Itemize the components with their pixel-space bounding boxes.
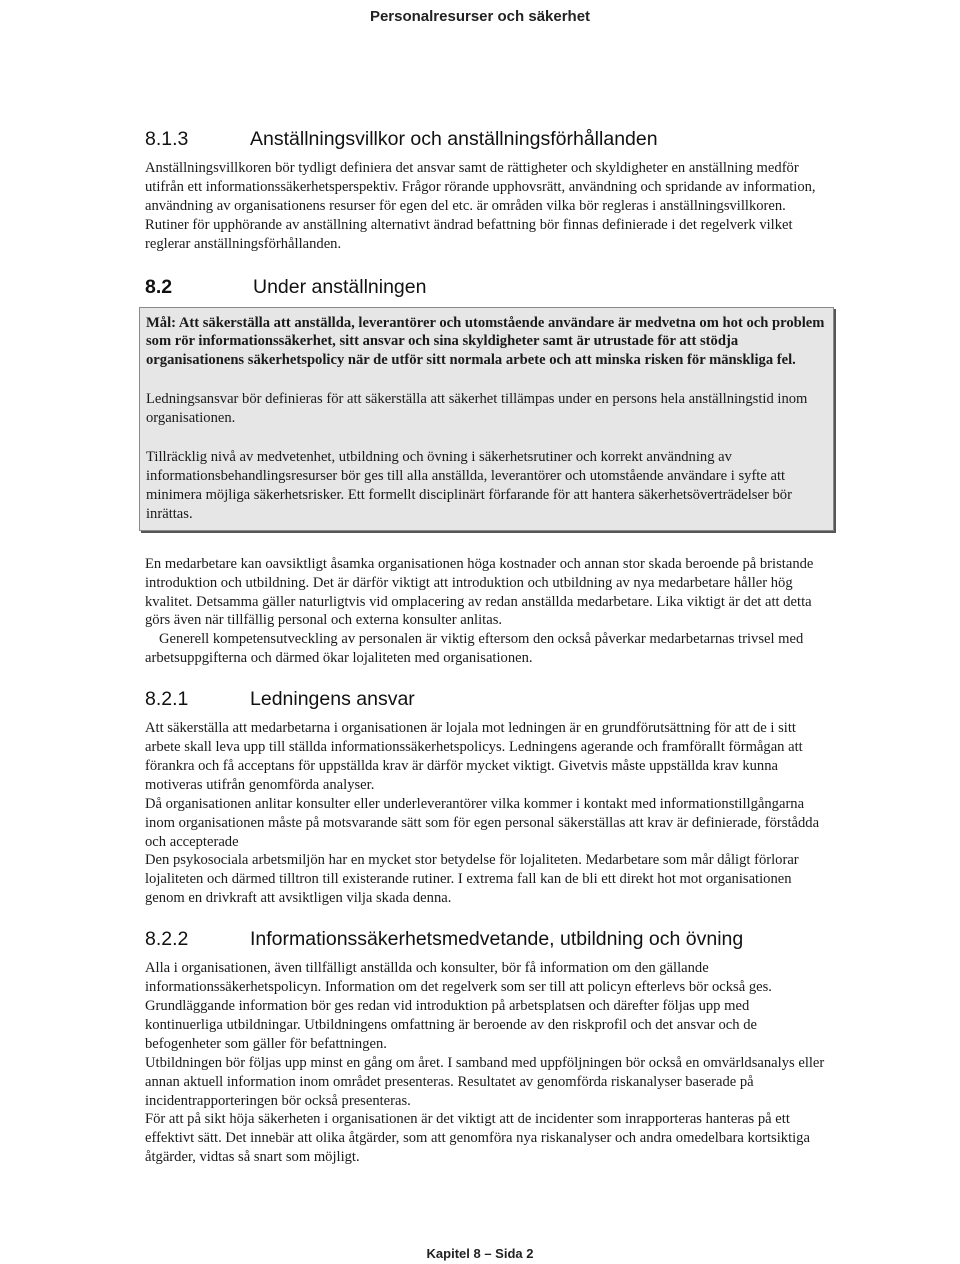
paragraph: Tillräcklig nivå av medvetenhet, utbildning och övning i säkerhetsrutiner och korrekt användning av informationsbehandlingsresurser bör ges till alla anställda, leverantörer och utomstående användare i syfte att minimera möjliga säkerhetsrisker. Ett formellt disciplinärt förfarande för att hantera säkerhetsöverträdelser bör inrättas. [146, 449, 792, 522]
paragraph: Att säkerställa att medarbetarna i organisationen är lojala mot ledningen är en grundförutsättning för att de i sitt arbete skall leva upp till ställda informationssäkerhetspolicys. Ledningens agerande och framförallt förmågan att förankra och få acceptans för uppställda krav är därför mycket viktigt. Givetvis måste uppställda krav kunna motiveras utifrån genomförda analyser. [145, 720, 803, 793]
paragraph: För att på sikt höja säkerheten i organisationen är det viktigt att de incidenter som inrapporteras hanteras på ett effektivt sätt. Det innebär att olika åtgärder, som att genomföra nya riskanalyser och andra omedelbara kortsiktiga åtgärder, vidtas så snart som möjligt. [145, 1111, 810, 1166]
goal-statement: Mål: Att säkerställa att anställda, leverantörer och utomstående användare är medvetna om hot och problem som rör informationssäkerhet, sitt ansvar och sina skyldigheter samt är utrustade för att stödja organisationens säkerhetspolicy när de utför sitt normala arbete och att minska risken för mänskliga fel. [146, 314, 825, 369]
heading-8-2-2 [145, 928, 825, 951]
paragraph: Generell kompetensutveckling av personalen är viktig eftersom den också påverkar medarbetarnas trivsel med arbetsuppgifterna och därmed ökar lojaliteten med organisationen. [145, 631, 804, 667]
paragraph: En medarbetare kan oavsiktligt åsamka organisationen höga kostnader och annan stor skada beroende på bristande introduktion och utbildning. Det är därför viktigt att introduktion och utbildning av nya medarbetare håller hög kvalitet. Detsamma gäller naturligtvis vid omplacering av redan anställda medarbetare. Lika viktigt är det att detta görs även när tillfällig personal och externa konsulter anlitas. [145, 555, 814, 629]
paragraph: Grundläggande information bör ges redan vid introduktion på arbetsplatsen och därefter följas upp med kontinuerliga utbildningar. Utbildningens omfattning är beroende av den riskprofil och det ansvar och de befogenheter som gäller för befattningen. [145, 998, 757, 1052]
section-number: 8.2.2 [145, 928, 189, 951]
document-body [145, 128, 825, 1167]
paragraph: Anställningsvillkoren bör tydligt definiera det ansvar samt de rättigheter och skyldigheter en anställning medför utifrån ett informationssäkerhetsperspektiv. Frågor rörande upphovsrätt, användning och spridande av information, användning av organisationens resurser för egen del etc. är områden vilka bör regleras i anställningsvillkoren. [145, 160, 816, 214]
paragraph: Ledningsansvar bör definieras för att säkerställa att säkerhet tillämpas under en persons hela anställningstid inom organisationen. [146, 391, 808, 427]
section-title: Anställningsvillkor och anställningsförhållanden [250, 128, 658, 150]
heading-8-1-3 [145, 128, 825, 151]
paragraph: Utbildningen bör följas upp minst en gång om året. I samband med uppföljningen bör också en omvärldsanalys eller annan aktuell information inom området presenteras. Resultatet av genomförda riskanalyser baserade på incidentrapporteringen bör också presenteras. [145, 1054, 825, 1109]
heading-8-2-1 [145, 688, 825, 711]
section-title: Under anställningen [253, 275, 427, 298]
paragraph: Den psykosociala arbetsmiljön har en mycket stor betydelse för lojaliteten. Medarbetare som mår dåligt förlorar lojaliteten och därmed tilltron till existerande rutiner. I extrema fall kan de bli ett direkt hot mot organisationen genom en drivkraft att avsiktligen vilja skada denna. [145, 852, 799, 907]
section-title: Informationssäkerhetsmedvetande, utbildning och övning [250, 928, 744, 951]
paragraph: Rutiner för upphörande av anställning alternativt ändrad befattning bör finnas definierade i det regelverk vilket reglerar anställningsförhållanden. [145, 216, 793, 252]
goal-box [139, 307, 834, 531]
paragraph: Då organisationen anlitar konsulter eller underleverantörer vilka kommer i kontakt med informationstillgångarna inom organisationen måste på motsvarande sätt som för egen personal säkerställas att krav är definierade, förstådda och accepterade [145, 795, 820, 850]
section-title: Ledningens ansvar [250, 688, 415, 711]
section-number: 8.1.3 [145, 128, 189, 150]
section-number: 8.2 [145, 275, 173, 298]
page-footer: Kapitel 8 – Sida 2 [426, 1246, 534, 1261]
page-header: Personalresurser och säkerhet [369, 8, 591, 25]
paragraph: Alla i organisationen, även tillfälligt anställda och konsulter, bör få information om den gällande informationssäkerhetspolicyn. Information om det regelverk som ser till att policyn efterlevs bör också ges. [145, 960, 772, 996]
heading-8-2 [145, 276, 825, 299]
section-number: 8.2.1 [145, 688, 189, 711]
